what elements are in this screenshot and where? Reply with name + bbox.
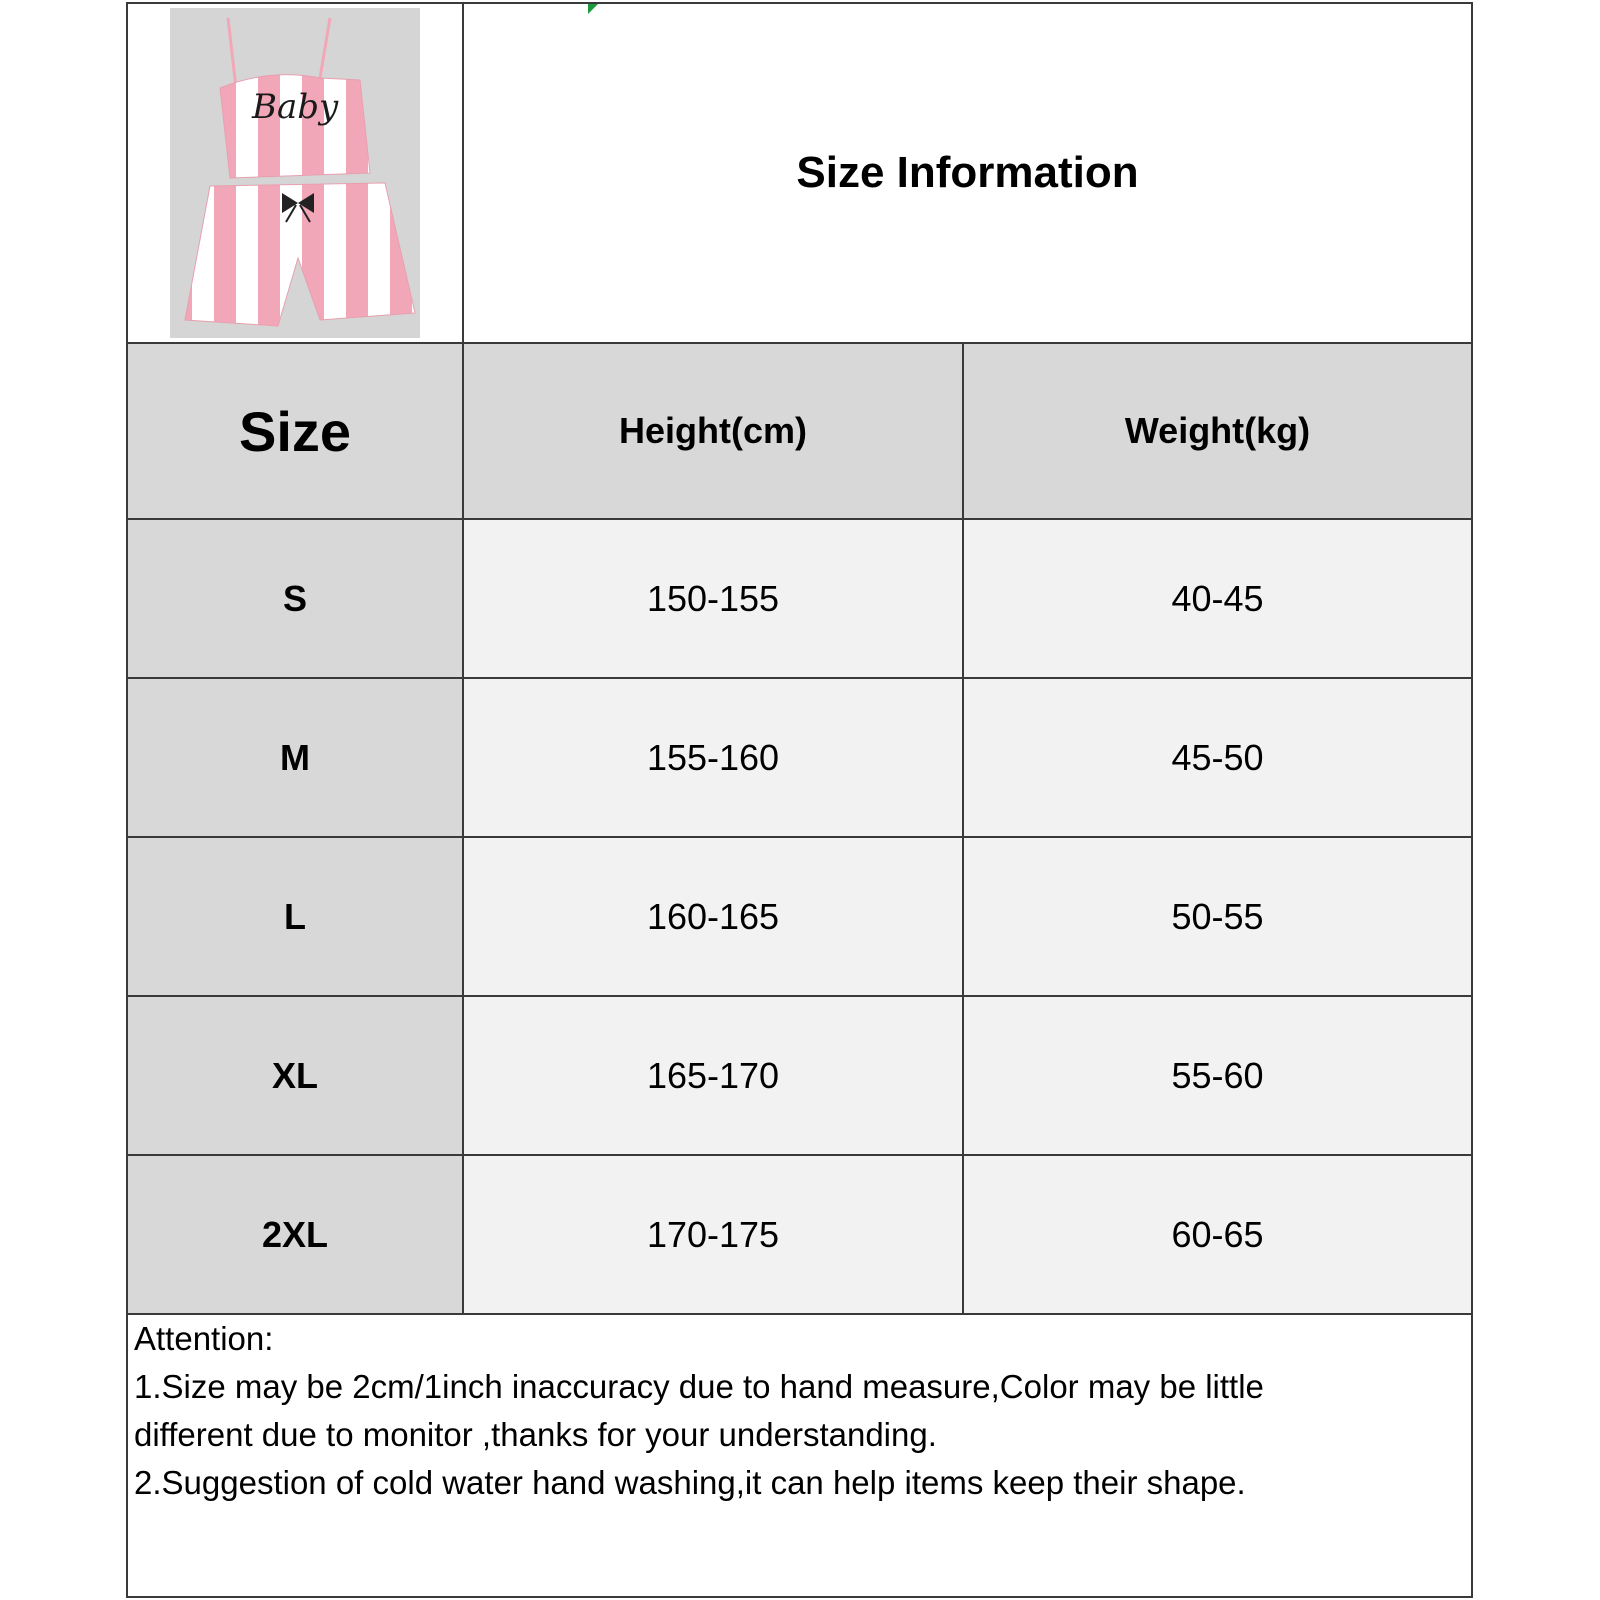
size-cell: M <box>128 679 462 836</box>
grid-line <box>462 4 464 1313</box>
weight-cell: 60-65 <box>964 1156 1471 1313</box>
product-image-cell <box>128 4 462 342</box>
grid-line <box>128 995 1471 997</box>
height-cell: 150-155 <box>464 520 962 677</box>
col-header-height: Height(cm) <box>464 344 962 518</box>
weight-cell: 50-55 <box>964 838 1471 995</box>
weight-cell: 40-45 <box>964 520 1471 677</box>
weight-cell: 45-50 <box>964 679 1471 836</box>
size-cell: 2XL <box>128 1156 462 1313</box>
height-cell: 165-170 <box>464 997 962 1154</box>
size-cell: XL <box>128 997 462 1154</box>
size-cell: L <box>128 838 462 995</box>
note-line: 2.Suggestion of cold water hand washing,it can help items keep their shape. <box>134 1464 1246 1501</box>
height-cell: 170-175 <box>464 1156 962 1313</box>
grid-line <box>128 1154 1471 1156</box>
height-cell: 160-165 <box>464 838 962 995</box>
weight-cell: 55-60 <box>964 997 1471 1154</box>
attention-notes <box>134 1315 1464 1507</box>
size-cell: S <box>128 520 462 677</box>
note-line: different due to monitor ,thanks for your understanding. <box>134 1416 937 1453</box>
col-header-size: Size <box>128 344 462 518</box>
grid-line <box>128 677 1471 679</box>
notes-heading: Attention: <box>134 1320 274 1357</box>
note-line: 1.Size may be 2cm/1inch inaccuracy due to hand measure,Color may be little <box>134 1368 1264 1405</box>
product-image <box>170 8 420 338</box>
size-chart <box>126 2 1473 1598</box>
cell-marker <box>588 4 598 14</box>
col-header-weight: Weight(kg) <box>964 344 1471 518</box>
grid-line <box>962 342 964 1313</box>
height-cell: 155-160 <box>464 679 962 836</box>
grid-line <box>128 518 1471 520</box>
print-text: Baby <box>252 87 339 127</box>
page-title: Size Information <box>464 4 1471 342</box>
grid-line <box>128 836 1471 838</box>
grid-line <box>128 342 1471 344</box>
